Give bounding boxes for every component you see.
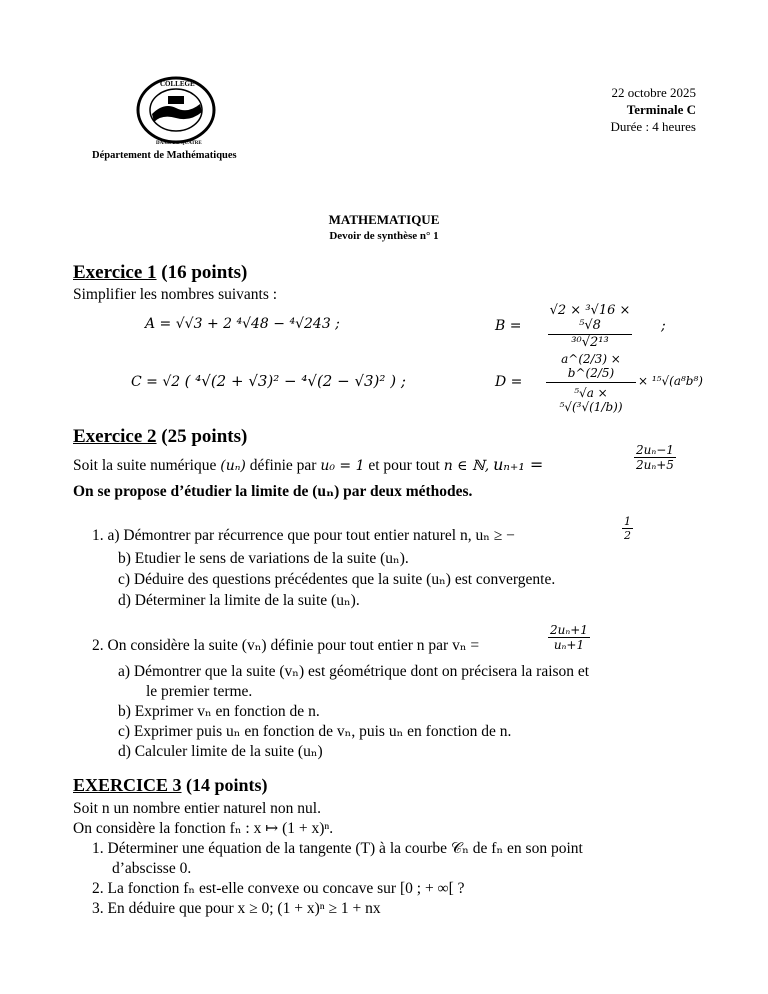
- intro-un1: uₙ₊₁ =: [493, 455, 544, 474]
- q2c: c) Exprimer puis uₙ en fonction de vₙ, puis uₙ en fonction de n.: [118, 723, 512, 740]
- expr-B-den: ³⁰√2¹³: [571, 335, 609, 350]
- expr-B: [495, 318, 521, 334]
- expr-D-lhs: D =: [495, 374, 523, 390]
- exercise1-label: Exercice 1: [73, 262, 157, 283]
- expr-D-num: a^(2/3) × b^(2/5): [546, 352, 636, 383]
- ex3-q2: 2. La fonction fₙ est-elle convexe ou concave sur [0 ; + ∞[ ?: [92, 880, 465, 897]
- rec-den: 2uₙ+5: [636, 458, 674, 472]
- exercise2-points: (25 points): [156, 426, 248, 447]
- department: Département de Mathématiques: [92, 150, 237, 161]
- exam-title: [0, 211, 768, 245]
- ex3-line2: On considère la fonction fₙ : x ↦ (1 + x)ⁿ.: [73, 820, 334, 837]
- exercise3-points: (14 points): [181, 775, 268, 795]
- expr-C: [131, 372, 406, 390]
- class-name: Terminale C: [626, 102, 696, 117]
- ex3-q1-line1: 1. Déterminer une équation de la tangente (T) à la courbe 𝒞ₙ de fₙ en son point: [92, 840, 583, 857]
- exercise1-points: (16 points): [156, 262, 248, 283]
- q2-fraction: [548, 623, 590, 652]
- q2d: d) Calculer limite de la suite (uₙ): [118, 743, 323, 760]
- expr-A-rhs: √3 + 2 ⁴√48 − ⁴√243 ;: [184, 316, 340, 332]
- subtitle: Devoir de synthèse n° 1: [329, 230, 439, 242]
- q2b: b) Exprimer vₙ en fonction de n.: [118, 703, 320, 720]
- exercise3-label: EXERCICE 3: [73, 775, 182, 795]
- expr-D-tail: × ¹⁵√(a⁸b⁸): [638, 374, 703, 388]
- q1a: [92, 526, 515, 545]
- expr-B-num: √2 × ³√16 × ⁵√8: [549, 303, 631, 333]
- intro-n: n ∈ ℕ,: [443, 458, 490, 474]
- expr-B-end: ;: [661, 318, 666, 334]
- q2: 2. On considère la suite (vₙ) définie pour tout entier n par vₙ =: [92, 637, 480, 654]
- exercise2-intro: [73, 455, 543, 476]
- ex3-line1: Soit n un nombre entier naturel non nul.: [73, 800, 321, 817]
- q1a-fraction: [622, 515, 633, 542]
- intro-text-b: définie par: [245, 457, 321, 474]
- q2a-line2: le premier terme.: [146, 683, 253, 700]
- logo-text-top: COLLEGE: [160, 80, 195, 88]
- q2-num: 2uₙ+1: [550, 623, 588, 637]
- ex3-q1-line2: d’abscisse 0.: [112, 860, 192, 877]
- intro-u0: u₀ = 1: [320, 458, 365, 474]
- exercise2-heading: [73, 426, 247, 448]
- q2a-line1: a) Démontrer que la suite (vₙ) est géométrique dont on précisera la raison et: [118, 663, 590, 680]
- q1a-text: 1. a) Démontrer par récurrence que pour tout entier naturel n, uₙ ≥ −: [92, 527, 515, 544]
- expr-D-den: ⁵√a × ⁵√(³√(1/b)): [559, 386, 623, 414]
- exam-duration: Durée : 4 heures: [610, 119, 696, 134]
- expr-A-lhs: A =: [145, 316, 172, 332]
- expr-A: A = √√3 + 2 ⁴√48 − ⁴√243 ;: [145, 316, 340, 332]
- logo-text-bottom: DAME DE QUATRE: [156, 141, 202, 146]
- q1b: b) Etudier le sens de variations de la suite (uₙ).: [118, 550, 409, 567]
- subject: MATHEMATIQUE: [328, 212, 440, 227]
- recurrence-fraction: [634, 443, 676, 472]
- expr-B-lhs: B =: [495, 318, 522, 334]
- school-logo: [130, 74, 222, 146]
- q1d: d) Déterminer la limite de la suite (uₙ).: [118, 592, 360, 609]
- intro-text-c: et pour tout: [364, 457, 444, 474]
- expr-C-rhs: ( ⁴√(2 + √3)² − ⁴√(2 − √3)² ) ;: [184, 372, 406, 390]
- exercise1-intro: Simplifier les nombres suivants :: [73, 286, 278, 303]
- q1a-den: 2: [624, 529, 631, 542]
- exam-date: 22 octobre 2025: [611, 85, 696, 100]
- header-info: [610, 84, 696, 135]
- expr-D: [495, 374, 522, 390]
- expr-B-fraction: [548, 303, 632, 350]
- expr-C-lhs: C = √2: [131, 374, 181, 390]
- exercise2-label: Exercice 2: [73, 426, 157, 447]
- rec-num: 2uₙ−1: [636, 443, 674, 457]
- q2-den: uₙ+1: [553, 638, 585, 652]
- exercise2-goal: On se propose d’étudier la limite de (uₙ) par deux méthodes.: [73, 483, 473, 500]
- intro-text-a: Soit la suite numérique: [73, 457, 221, 474]
- q1c: c) Déduire des questions précédentes que la suite (uₙ) est convergente.: [118, 571, 556, 588]
- q1a-num: 1: [624, 515, 631, 528]
- exercise1-heading: [73, 262, 247, 284]
- exercise3-heading: [73, 775, 268, 796]
- expr-D-fraction: [546, 352, 636, 414]
- intro-un: (uₙ): [220, 458, 246, 474]
- ex3-q3: 3. En déduire que pour x ≥ 0; (1 + x)ⁿ ≥ 1 + nx: [92, 900, 381, 917]
